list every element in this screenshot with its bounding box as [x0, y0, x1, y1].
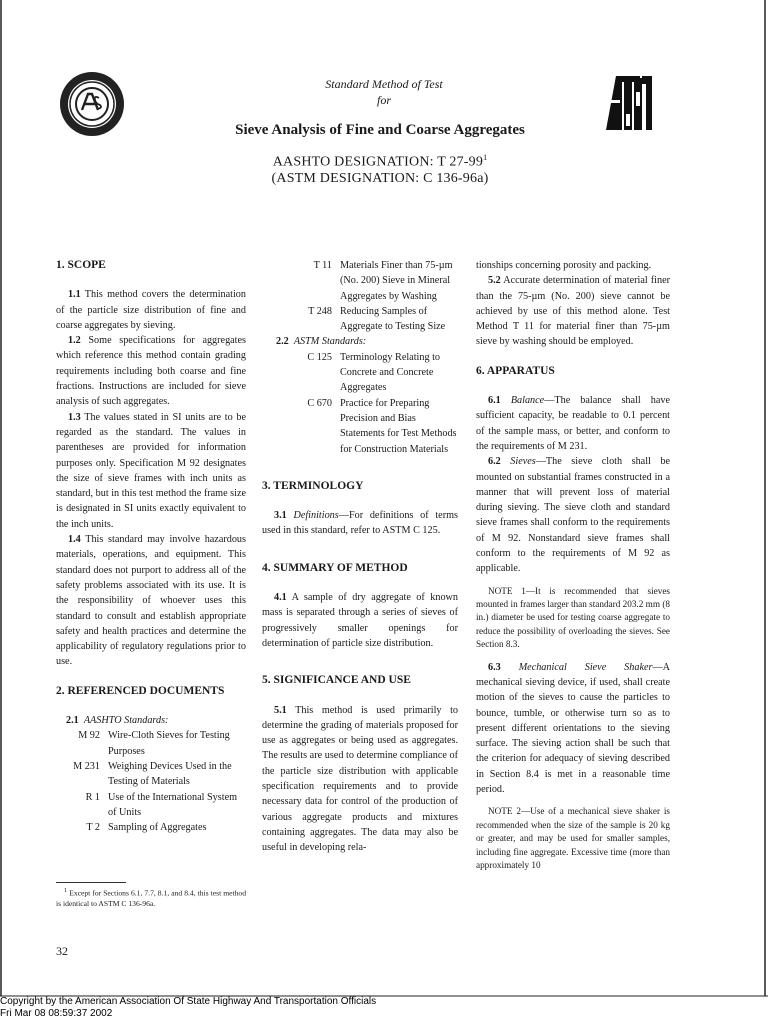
header-standard-method: Standard Method of Test	[325, 77, 443, 91]
note-2: NOTE 2—Use of a mechanical sieve shaker is recommended when the size of the sample is 20 kg or greater, and may be used for smaller samples, including fine aggregate. Excessive time (more than approximately 10	[476, 806, 670, 870]
paragraph-5-1-continued: tionships concerning porosity and packing.	[476, 260, 652, 271]
footnote-rule	[56, 882, 126, 883]
reference-r1: R 1 Use of the International System of Units	[85, 791, 238, 818]
heading-referenced-documents: 2. REFERENCED DOCUMENTS	[56, 684, 225, 697]
paragraph-1-3: 1.3 The values stated in SI units are to be regarded as the standard. The values in parentheses are provided for information purposes only. Specification M 92 designates the size of sieve frames with inch units as standard, but in this test method the frame size is designated in SI units exactly equivalent to the inch units.	[56, 411, 246, 530]
paragraph-5-2: 5.2 Accurate determination of material finer than the 75-µm (No. 200) sieve cannot be achieved by use of this method alone. Test Method T 11 for material finer than 75-µm sieve by washing should be employed.	[476, 275, 670, 348]
astm-designation: (ASTM DESIGNATION: C 136-96a)	[271, 171, 489, 186]
copyright-line: Copyright by the American Association Of State Highway And Transportation Officials	[0, 996, 377, 1007]
paragraph-1-4: 1.4 This standard may involve hazardous materials, operations, and equipment. This standard does not purport to address all of the safety problems associated with its use. It is the responsibility of whoever uses this standard to consult and establish appropriate safety and health practices and determine the applicability of regulatory regulations prior to use.	[56, 534, 246, 668]
paragraph-3-1: 3.1 Definitions—For definitions of terms used in this standard, refer to ASTM C 125.	[262, 510, 458, 537]
document-title: Sieve Analysis of Fine and Coarse Aggregates	[235, 122, 525, 138]
heading-apparatus: 6. APPARATUS	[476, 364, 555, 377]
timestamp-line: Fri Mar 08 08:59:37 2002	[0, 1008, 113, 1019]
copyright-notice	[0, 996, 768, 1020]
paragraph-1-1: 1.1 This method covers the determination of the particle size distribution of fine and coarse aggregates by sieving.	[56, 289, 246, 331]
column-3	[476, 258, 670, 872]
paragraph-2-1: 2.1 AASHTO Standards:	[66, 715, 169, 727]
paragraph-5-1: 5.1 This method is used primarily to determine the grading of materials proposed for use as aggregates or being used as aggregates. The results are used to determine compliance of the particle size distribution with applicable specification requirements and to provide necessary data for control of the production of various aggregate products and mixtures containing aggregates. The data may also be useful in developing rela-	[262, 704, 458, 854]
reference-m92: M 92 Wire-Cloth Sieves for Testing Purposes	[78, 730, 230, 757]
reference-m231: M 231 Weighing Devices Used in the Testing of Materials	[73, 760, 232, 788]
heading-terminology: 3. TERMINOLOGY	[262, 479, 364, 492]
paragraph-1-2: 1.2 Some specifications for aggregates which reference this method contain grading requirements including both coarse and fine fractions. Instructions are included for sieve analysis of such aggregates.	[56, 335, 246, 408]
heading-summary-of-method: 4. SUMMARY OF METHOD	[262, 561, 408, 574]
heading-significance-and-use: 5. SIGNIFICANCE AND USE	[262, 674, 411, 687]
aashto-seal-logo	[58, 70, 126, 138]
page-number: 32	[56, 944, 68, 958]
paragraph-6-1: 6.1 Balance—The balance shall have sufficient capacity, be readable to 0.1 percent of the sample mass, or better, and conform to the requirements of M 231.	[476, 395, 671, 452]
reference-t11: T 11 Materials Finer than 75-µm (No. 200) Sieve in Mineral Aggregates by Washing	[313, 260, 453, 302]
paragraph-2-2: 2.2 ASTM Standards:	[276, 336, 367, 348]
paragraph-4-1: 4.1 A sample of dry aggregate of known mass is separated through a series of sieves of progressively smaller openings for determination of particle size distribution.	[262, 592, 458, 649]
reference-c670: C 670 Practice for Preparing Precision and Bias Statements for Test Methods for Construction Materials	[307, 397, 457, 455]
footnote: $^1$ Except for Sections 6.1, 7.7, 8.1, and 8.4, this test method is identical to ASTM C 136-96a.	[56, 882, 246, 910]
reference-t248: T 248 Reducing Samples of Aggregate to Testing Size	[308, 305, 446, 333]
heading-scope: 1. SCOPE	[56, 259, 106, 271]
aashto-designation: AASHTO DESIGNATION: T $27-99^1$	[272, 153, 488, 170]
header-for: for	[376, 93, 391, 107]
paragraph-6-2: 6.2 Sieves—The sieve cloth shall be mounted on substantial frames constructed in a manner that will prevent loss of material during sieving. The sieve cloth and standard sieve frames shall conform to the requirements of M 92. Nonstandard sieve frames shall conform to the requirements of M 92 as applicable.	[476, 456, 671, 575]
column-1	[56, 258, 246, 835]
reference-c125: C 125 Terminology Relating to Concrete and Concrete Aggregates	[307, 351, 441, 394]
note-1: NOTE 1—It is recommended that sieves mounted in frames larger than standard 203.2 mm (8 in.) diameter be used for testing coarse aggregate to reduce the possibility of overloading the sieves. See Section 8.3.	[476, 585, 671, 650]
column-2	[262, 258, 458, 856]
reference-t2: T 2 Sampling of Aggregates	[86, 822, 207, 834]
paragraph-6-3: 6.3 Mechanical Sieve Shaker—A mechanical sieving device, if used, shall create motion of the sieves to cause the particles to bounce, tumble, or otherwise turn so as to present different orientations to the sieving surface. The sieving action shall be such that the criterion for adequacy of sieving described in Section 8.4 is met in a reasonable time period.	[476, 661, 670, 796]
